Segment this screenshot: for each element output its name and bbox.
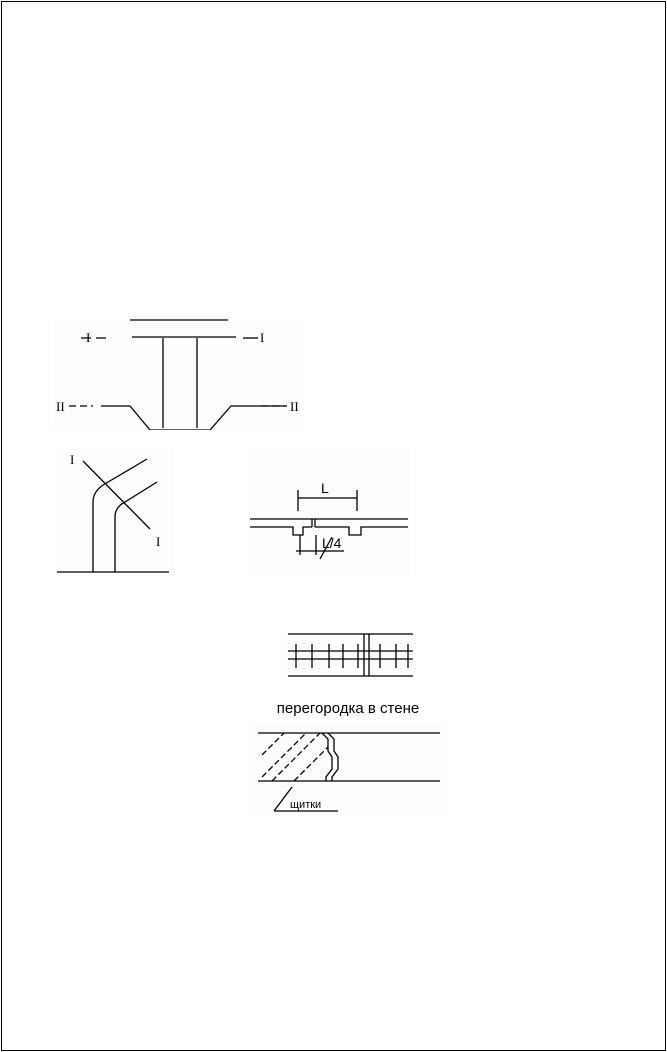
dimension-label-l4: L/4 (322, 535, 342, 551)
section-label-i-bottom: I (156, 534, 161, 549)
figure-keyed-beam (246, 447, 411, 577)
figure-bent-corner (55, 447, 175, 577)
dimension-label-l: L (321, 480, 329, 496)
shields-label: щитки (290, 799, 322, 811)
figure-t-joint (53, 318, 305, 430)
section-label-ii-left: II (56, 399, 65, 414)
section-label-i-right: I (260, 330, 265, 345)
section-label-i-left: I (86, 330, 91, 345)
partition-caption: перегородка в стене (276, 700, 420, 717)
figure-partition-plan (283, 630, 418, 680)
section-label-ii-right: II (290, 399, 299, 414)
figure-partition-in-wall (252, 725, 444, 817)
section-label-i-top: I (70, 452, 75, 467)
